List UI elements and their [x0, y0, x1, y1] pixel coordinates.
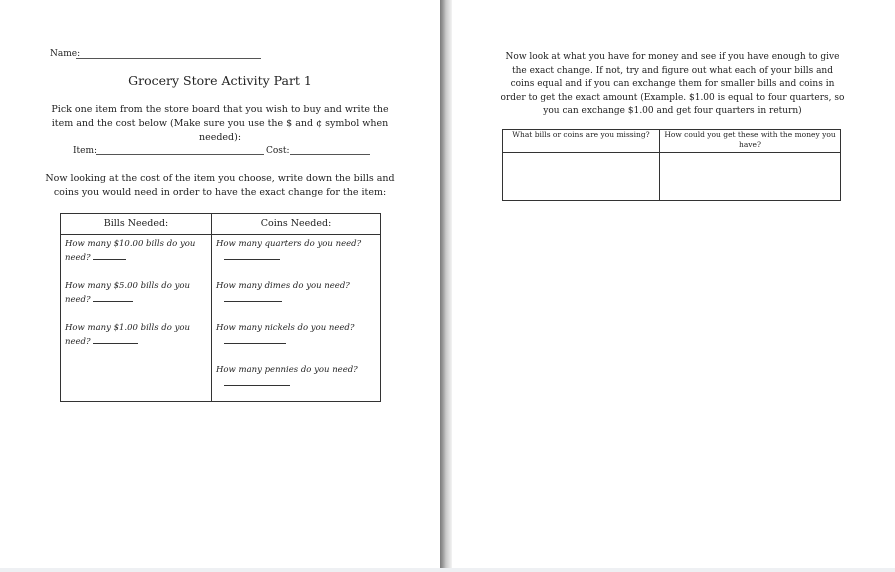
answer-blank — [224, 334, 286, 344]
question-quarters: How many quarters do you need? — [212, 235, 380, 277]
answer-blank — [224, 250, 280, 260]
answer-blank — [224, 292, 282, 302]
question-10-bills: How many $10.00 bills do you need? — [65, 239, 196, 263]
page-gutter — [440, 0, 452, 572]
how-to-get-answer-cell[interactable] — [660, 153, 841, 201]
window-bottom-edge — [0, 568, 895, 572]
missing-money-table — [502, 129, 841, 201]
missing-bills-header: What bills or coins are you missing? — [503, 130, 660, 153]
question-1-bills: How many $1.00 bills do you need? — [65, 323, 190, 347]
question-5-bills: How many $5.00 bills do you need? — [65, 281, 190, 305]
answer-blank — [93, 292, 133, 302]
name-blank-line — [76, 58, 261, 59]
coins-needed-header: Coins Needed: — [212, 214, 381, 235]
item-blank-line — [96, 154, 264, 155]
question-pennies: How many pennies do you need? — [212, 361, 380, 401]
bills-needed-header: Bills Needed: — [61, 214, 212, 235]
question-nickels: How many nickels do you need? — [212, 319, 380, 361]
answer-blank — [93, 250, 126, 260]
cost-blank-line — [290, 154, 370, 155]
answer-blank — [93, 334, 138, 344]
cost-label: Cost: — [266, 146, 290, 156]
instructions-exact-change: Now look at what you have for money and see if you have enough to give the exact change. If not, try and figure out what each of your bills and coins equal and if you can exchange them for smaller bills and coins in order to get the exact amount (Example. $1.00 is equal to four quarters, so you can exchange $1.00 and get four quarters in return) — [500, 52, 845, 116]
name-label: Name: — [50, 49, 81, 59]
bills-coins-table — [60, 213, 381, 402]
how-to-get-header: How could you get these with the money you have? — [660, 130, 841, 153]
item-label: Item: — [73, 146, 98, 156]
left-page — [0, 0, 440, 572]
page-title: Grocery Store Activity Part 1 — [128, 73, 312, 88]
bills-questions-cell — [61, 235, 212, 402]
coins-questions-cell — [212, 235, 381, 402]
instructions-bills-coins: Now looking at the cost of the item you choose, write down the bills and coins you would need in order to have the exact change for the item: — [45, 173, 395, 198]
missing-bills-answer-cell[interactable] — [503, 153, 660, 201]
question-dimes: How many dimes do you need? — [212, 277, 380, 319]
answer-blank — [224, 376, 290, 386]
instructions-pick-item: Pick one item from the store board that you wish to buy and write the item and the cost below (Make sure you use the $ and ¢ symbol when needed): — [51, 104, 389, 143]
